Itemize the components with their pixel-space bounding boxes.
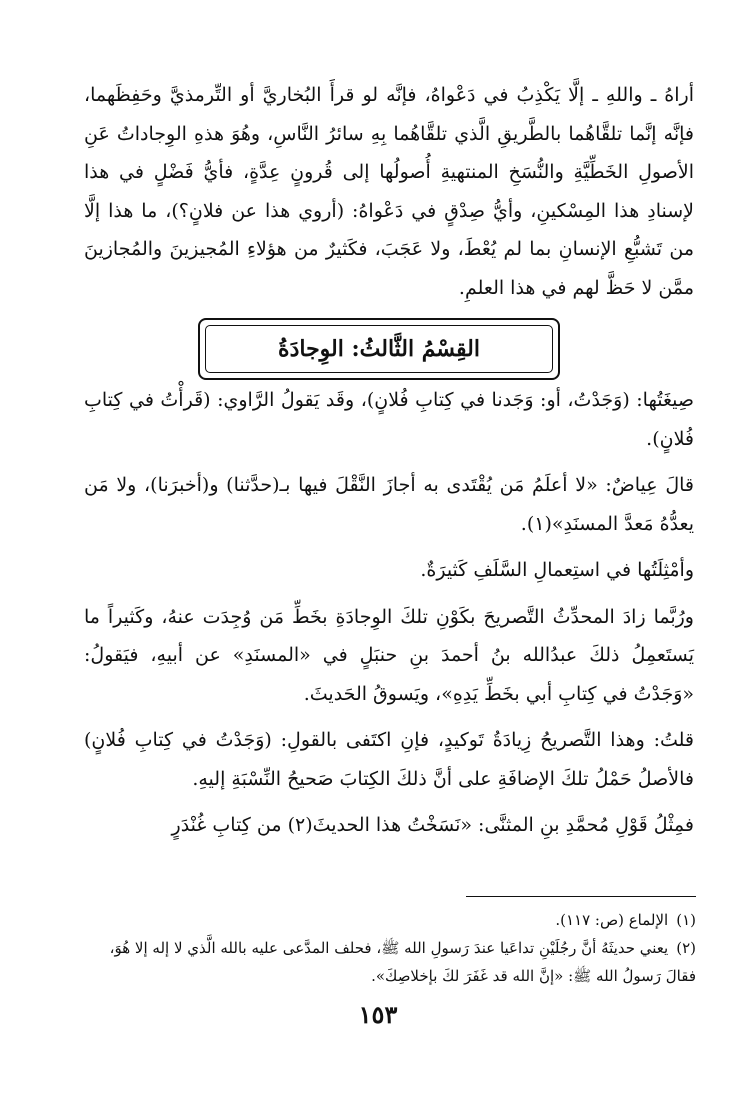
paragraph-form: صِيغَتُها: (وَجَدْتُ، أو: وَجَدنا في كِتابِ فُلانٍ)، وقَد يَقولُ الرَّاوي: (قَرأْتُ في كِتابِ فُلانٍ). <box>84 389 694 450</box>
footnote-2 <box>84 934 696 990</box>
paragraph-iyad: قالَ عِياضٌ: «لا أعلَمُ مَن يُقْتَدى به أجازَ النَّقْلَ فيها بـ(حدَّثنا) و(أخبرَنا)، ولا مَن يعدُّهُ مَعدَّ المسنَدِ»(١). <box>84 474 694 535</box>
footnote-number: (١) <box>676 911 696 929</box>
section-title-frame <box>198 318 560 380</box>
footnote-divider <box>466 896 696 897</box>
paragraph-examples: وأمْثِلَتُها في استِعمالِ السَّلَفِ كَثيرَةٌ. <box>420 559 694 581</box>
paragraph-muthanna: فمِثْلُ قَوْلِ مُحمَّدِ بنِ المثنَّى: «نَسَخْتُ هذا الحديثَ(٢) من كِتابِ غُنْدَرٍ <box>171 814 694 836</box>
footnote-1 <box>84 906 696 934</box>
paragraph-text: أراهُ ـ واللهِ ـ إلَّا يَكْذِبُ في دَعْواهُ، فإنَّه لو قرأَ البُخاريَّ أو التِّرمذيَّ وحَفِظَهما، فإنَّه إنَّما تلقَّاهُما بالطَّريقِ الَّذي تلقَّاهُما بِهِ سائرُ النَّاسِ، وهُوَ هذهِ الوِجاداتُ عَنِ الأصولِ الخَطِّيَّةِ والنُّسَخِ المنتهيةِ أُصولُها إلى قُرونٍ عِدَّةٍ، فأيُّ فَضْلٍ في هذا لإسنادِ هذا المِسْكينِ، وأيُّ صِدْقٍ في دَعْواهُ: (أروي هذا عن فلانٍ؟)، ما هذا إلَّا من تَشبُّعِ الإنسانِ بما لم يُعْطَ، ولا عَجَبَ، فكَثيرٌ من هؤلاءِ المُجيزينَ والمُجازينَ ممَّن لا حَظَّ لهم في هذا العلمِ. <box>84 84 694 299</box>
section-title: القِسْمُ الثَّالثُ: الوِجادَةُ <box>205 325 553 373</box>
intro-paragraph <box>84 76 694 307</box>
footnote-text: الإلماع (ص: ١١٧). <box>555 911 669 929</box>
footnote-text: يعني حديثَهُ أنَّ رجُلَيْنِ تداعَيا عندَ رَسولِ الله ﷺ، فحلف المدَّعى عليه بالله الَّذي لا إله إلا هُوَ، فقالَ رَسولُ الله ﷺ: «إنَّ الله قد غَفَرَ لكَ بإخلاصِكَ». <box>109 939 696 985</box>
footnotes <box>84 906 696 990</box>
paragraph-emphasis: قلتُ: وهذا التَّصريحُ زِيادَةُ تَوكيدٍ، فإنِ اكتَفى بالقولِ: (وَجَدْتُ في كِتابِ فُلانٍ) فالأصلُ حَمْلُ تلكَ الإضافَةِ على أنَّ ذلكَ الكِتابَ صَحيحُ النِّسْبَةِ إليهِ. <box>84 729 694 790</box>
body-paragraphs <box>84 381 694 845</box>
paragraph-musnad: ورُبَّما زادَ المحدِّثُ التَّصريحَ بكَوْنِ تلكَ الوِجادَةِ بخَطِّ مَن وُجِدَت عنهُ، وكَثيراً ما يَستَعمِلُ ذلكَ عبدُالله بنُ أحمدَ بنِ حنبَلٍ في «المسنَدِ» عن أبيهِ، فيَقولُ: «وَجَدْتُ في كِتابِ أبي بخَطِّ يَدِهِ»، ويَسوقُ الحَديثَ. <box>84 605 694 705</box>
page-number: ١٥٣ <box>358 1000 398 1029</box>
footnote-number: (٢) <box>676 939 696 957</box>
